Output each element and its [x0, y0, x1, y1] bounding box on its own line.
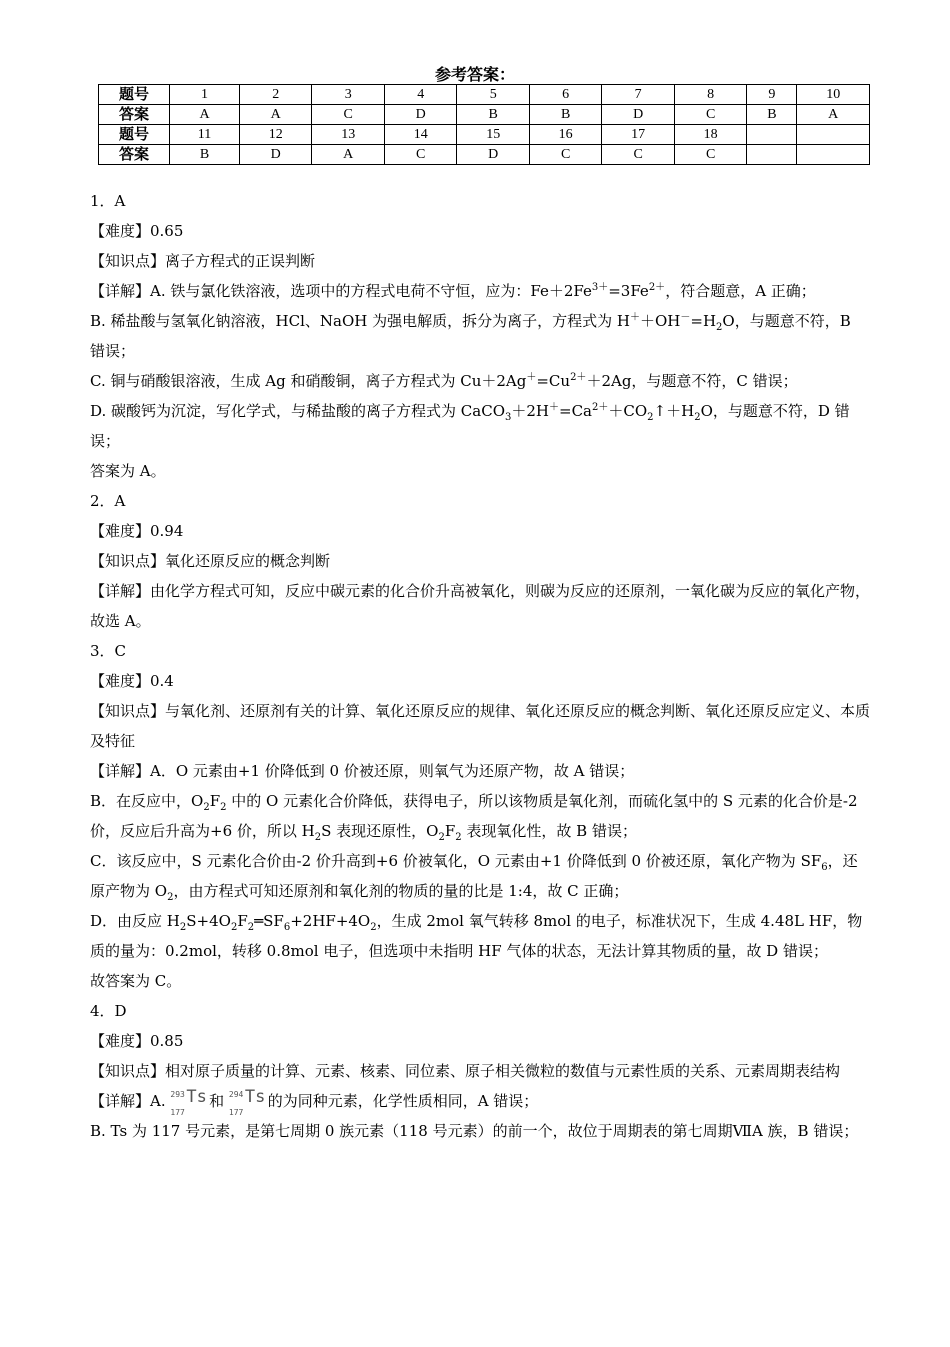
table-cell: 11: [170, 125, 240, 145]
table-cell: C: [674, 145, 746, 165]
table-cell: 2: [240, 85, 312, 105]
q4-number: 4．D: [90, 1002, 127, 1020]
table-cell: C: [674, 105, 746, 125]
q2-knowledge: 【知识点】氧化还原反应的概念判断: [90, 552, 331, 570]
table-row-label: 题号: [99, 125, 170, 145]
table-cell: D: [384, 105, 456, 125]
table-cell: C: [529, 145, 601, 165]
q3-knowledge: 【知识点】与氧化剂、还原剂有关的计算、氧化还原反应的规律、氧化还原反应的概念判断、氧化还原反应定义、本质及特征: [90, 702, 871, 750]
q1-detail-d: D. 碳酸钙为沉淀，写化学式，与稀盐酸的离子方程式为 $CaCO_3+2H^+=Ca^{2+}+CO_2↑+H_2O$，与题意不符，D 错误；: [90, 402, 850, 450]
table-cell: A: [170, 105, 240, 125]
q4-knowledge: 【知识点】相对原子质量的计算、元素、核素、同位素、原子相关微粒的数值与元素性质的关系、元素周期表结构: [90, 1062, 841, 1080]
table-cell: C: [312, 105, 384, 125]
table-row-label: 答案: [99, 105, 170, 125]
table-cell: 6: [529, 85, 601, 105]
q3-difficulty: 【难度】0.4: [90, 672, 174, 690]
q3-detail-c: C．该反应中，S 元素化合价由-2 价升高到+6 价被氧化，O 元素由+1 价降低到 0 价被还原，氧化产物为 $SF_6$，还原产物为 $O_2$，由方程式可知还原剂和氧化剂的物质的量的比是 1:4，故 C 正确；: [90, 852, 858, 903]
table-cell: [747, 125, 797, 145]
q3-detail-a: 【详解】A．O 元素由+1 价降低到 0 价被还原，则氧气为还原产物，故 A 错误；: [90, 762, 635, 780]
table-cell: 15: [457, 125, 529, 145]
table-cell: 5: [457, 85, 529, 105]
table-cell: D: [457, 145, 529, 165]
answer-explanations: [90, 186, 870, 1146]
table-cell: [797, 125, 870, 145]
table-cell: 8: [674, 85, 746, 105]
q1-detail-a: 【详解】A. 铁与氯化铁溶液，选项中的方程式电荷不守恒，应为：$Fe+2Fe^{3+}=3Fe^{2+}$，符合题意，A 正确；: [90, 282, 816, 300]
table-cell: C: [602, 145, 674, 165]
table-row-numbers-1: [99, 85, 870, 105]
q1-knowledge: 【知识点】离子方程式的正误判断: [90, 252, 316, 270]
table-cell: 13: [312, 125, 384, 145]
q4-detail-b: B. Ts 为 117 号元素，是第七周期 0 族元素（118 号元素）的前一个，故位于周期表的第七周期ⅦA 族，B 错误；: [90, 1122, 859, 1140]
answer-table: [98, 84, 870, 165]
table-cell: 16: [529, 125, 601, 145]
q4-detail-a: 【详解】A. 293 177 Ts 和 294 177 Ts 的为同种元素，化学性质相同，A 错误；: [90, 1087, 539, 1117]
q3-number: 3．C: [90, 642, 127, 660]
table-row-label: 题号: [99, 85, 170, 105]
table-row-answers-1: [99, 105, 870, 125]
table-cell: 14: [384, 125, 456, 145]
q2-difficulty: 【难度】0.94: [90, 522, 184, 540]
q2-number: 2．A: [90, 492, 126, 510]
table-cell: 17: [602, 125, 674, 145]
table-cell: 12: [240, 125, 312, 145]
q1-difficulty: 【难度】0.65: [90, 222, 184, 240]
page-title: 参考答案：: [434, 65, 515, 84]
q1-conclusion: 答案为 A。: [90, 462, 166, 480]
table-row-label: 答案: [99, 145, 170, 165]
q3-detail-d: D．由反应 $H_2S+4O_2F_2═SF_6+2HF+4O_2$，生成 2mol 氧气转移 8mol 的电子，标准状况下，生成 4.48L HF，物质的量为：0.2mol，转移 0.8mol 电子，但选项中未指明 HF 气体的状态，无法计算其物质的量，故 D 错误；: [90, 912, 863, 960]
table-cell: A: [240, 105, 312, 125]
table-cell: B: [457, 105, 529, 125]
table-row-answers-2: [99, 145, 870, 165]
table-cell: [747, 145, 797, 165]
q3-conclusion: 故答案为 C。: [90, 972, 182, 990]
table-cell: 7: [602, 85, 674, 105]
table-cell: [797, 145, 870, 165]
q1-detail-b: B. 稀盐酸与氢氧化钠溶液，HCl、NaOH 为强电解质，拆分为离子，方程式为 $H^++OH^-=H_2O$，与题意不符，B 错误；: [90, 312, 851, 360]
table-cell: 18: [674, 125, 746, 145]
table-cell: B: [529, 105, 601, 125]
q3-detail-b: B．在反应中，$O_2F_2$ 中的 O 元素化合价降低，获得电子，所以该物质是氧化剂，而硫化氢中的 S 元素的化合价是-2 价，反应后升高为+6 价，所以 $H_2S$ 表现还原性，$O_2F_2$ 表现氧化性，故 B 错误；: [90, 792, 858, 843]
table-cell: D: [240, 145, 312, 165]
isotope-ts-294: 294 177 Ts: [228, 1087, 266, 1117]
table-cell: 1: [170, 85, 240, 105]
table-cell: 10: [797, 85, 870, 105]
table-cell: 9: [747, 85, 797, 105]
q4-difficulty: 【难度】0.85: [90, 1032, 184, 1050]
table-cell: A: [312, 145, 384, 165]
table-cell: 4: [384, 85, 456, 105]
table-row-numbers-2: [99, 125, 870, 145]
q2-detail: 【详解】由化学方程式可知，反应中碳元素的化合价升高被氧化，则碳为反应的还原剂，一氧化碳为反应的氧化产物，故选 A。: [90, 582, 871, 630]
table-cell: B: [747, 105, 797, 125]
q1-detail-c: C. 铜与硝酸银溶液，生成 Ag 和硝酸铜，离子方程式为 $Cu+2Ag^+=Cu^{2+}+2Ag$，与题意不符，C 错误；: [90, 372, 798, 390]
table-cell: B: [170, 145, 240, 165]
table-cell: A: [797, 105, 870, 125]
table-cell: D: [602, 105, 674, 125]
isotope-ts-293: 293 177 Ts: [170, 1087, 207, 1117]
q1-number: 1．A: [90, 192, 126, 210]
table-cell: 3: [312, 85, 384, 105]
table-cell: C: [384, 145, 456, 165]
